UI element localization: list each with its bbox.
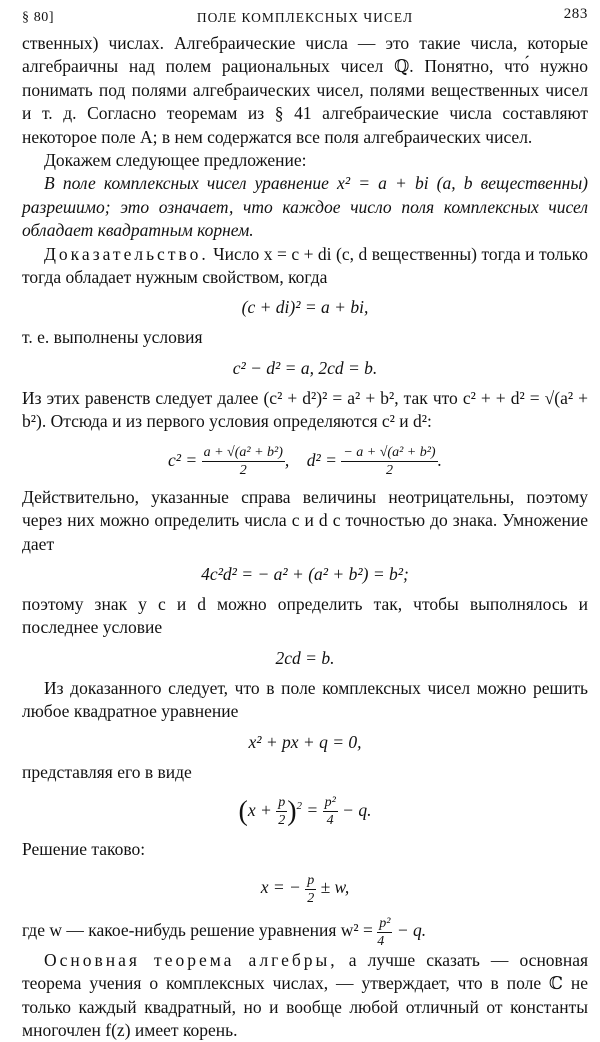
fraction-numerator: p [307, 872, 315, 888]
equation-c-d-squared [22, 440, 588, 480]
theorem-text: а лучше сказать — основная теорема учения о комплексных числах, — утверждает, что в поле ℂ не только каждый квадратный, но и вообще любой отличный от константы многочлен f(z) имеет корень. [22, 949, 589, 1041]
p2-over-4-fraction [377, 916, 392, 949]
fraction-denominator: 2 [239, 463, 247, 479]
inner-term: x + [247, 799, 272, 820]
proof-text: Число x = c + di (c, d вещественны) тогда и только тогда обладает нужным свойством, когда [22, 243, 588, 288]
equals-sign: = [306, 799, 319, 820]
exponent: 2 [296, 800, 303, 813]
right-paren: ) [287, 795, 297, 827]
paragraph-form: представляя его в виде [22, 761, 192, 782]
equation-completed-square [22, 790, 588, 832]
fraction-denominator: 4 [377, 933, 385, 949]
p-over-2-fraction [305, 873, 316, 906]
equation-quadratic: x² + px + q = 0, [248, 731, 362, 752]
page-number: 283 [563, 6, 588, 22]
fraction-denominator: 2 [307, 890, 315, 906]
solution-lhs: x = − [260, 877, 301, 898]
separator: , [284, 449, 290, 470]
paragraph-nonnegative: Действительно, указанные справа величины неотрицательны, поэтому через них можно определить числа c и d с точностью до знака. Умножение дает [22, 486, 588, 554]
paragraph-conditions: т. е. выполнены условия [22, 327, 203, 348]
equation-conditions: c² − d² = a, 2cd = b. [232, 357, 378, 378]
solution-tail: ± w, [320, 877, 350, 898]
running-header [22, 6, 588, 32]
fraction-denominator: 4 [326, 813, 334, 829]
running-title: ПОЛЕ КОМПЛЕКСНЫХ ЧИСЕЛ [196, 10, 414, 25]
d-squared-fraction [341, 445, 437, 478]
paragraph-algebraic-numbers: ственных) числах. Алгебраические числа — это такие числа, которые алгебраичны над полем рациональных чисел ℚ. Понятно, что́ нужно понимать под полями алгебраических чисел, полями вещественных чисел и т. д. Согласно теоремам из § 41 алгебраические числа составляют некоторое поле A; в нем содержатся все поля алгебраических чисел. [22, 33, 588, 147]
w-definition-tail: − q. [396, 920, 427, 941]
fraction-numerator: p² [324, 795, 336, 811]
theorem-name: Основная теорема алгебры, [44, 949, 338, 970]
c-squared-lhs: c² = [168, 449, 198, 470]
paragraph-quadratic: Из доказанного следует, что в поле комплексных чисел можно решить любое квадратное уравнение [22, 677, 588, 722]
fraction-numerator: a + √(a² + b²) [203, 445, 283, 461]
paragraph-fundamental-theorem [22, 949, 588, 1042]
fraction-numerator: p [278, 795, 286, 811]
paragraph-w-definition [22, 913, 588, 948]
proposition-statement: В поле комплексных чисел уравнение x² = a + bi (a, b вещественны) разрешимо; это означает, что каждое число поля комплексных чисел обладает квадратным корнем. [22, 173, 588, 241]
section-number: § 80] [22, 10, 55, 25]
left-paren: ( [238, 795, 248, 827]
book-page [22, 6, 588, 1042]
paragraph-sign: поэтому знак у c и d можно определить так, чтобы выполнялось и последнее условие [22, 593, 588, 638]
equation-square: (c + di)² = a + bi, [241, 297, 369, 318]
paragraph-proposition-intro: Докажем следующее предложение: [44, 150, 307, 171]
equation-solution [22, 867, 588, 907]
paragraph-solution: Решение таково: [22, 838, 146, 859]
fraction-denominator: 2 [385, 463, 393, 479]
fraction-numerator: − a + √(a² + b²) [343, 445, 436, 461]
p2-over-4-fraction [323, 795, 338, 828]
period: . [437, 449, 442, 470]
proof-label: Доказательство. [44, 243, 209, 264]
fraction-denominator: 2 [278, 813, 286, 829]
equation-last-condition: 2cd = b. [275, 647, 335, 668]
tail-term: − q. [342, 799, 372, 820]
proof-paragraph [22, 243, 588, 290]
paragraph-consequence: Из этих равенств следует далее (c² + d²)² = a² + b², так что c² + + d² = √(a² + b²). Отсюда и из первого условия определяются c² и d²: [22, 387, 588, 432]
w-definition-lead: где w — какое-нибудь решение уравнения w² = [22, 920, 373, 941]
c-squared-fraction [202, 445, 285, 478]
equation-product: 4c²d² = − a² + (a² + b²) = b²; [201, 563, 409, 584]
p-over-2-fraction [276, 795, 287, 828]
d-squared-lhs: d² = [306, 449, 337, 470]
fraction-numerator: p² [379, 915, 391, 931]
